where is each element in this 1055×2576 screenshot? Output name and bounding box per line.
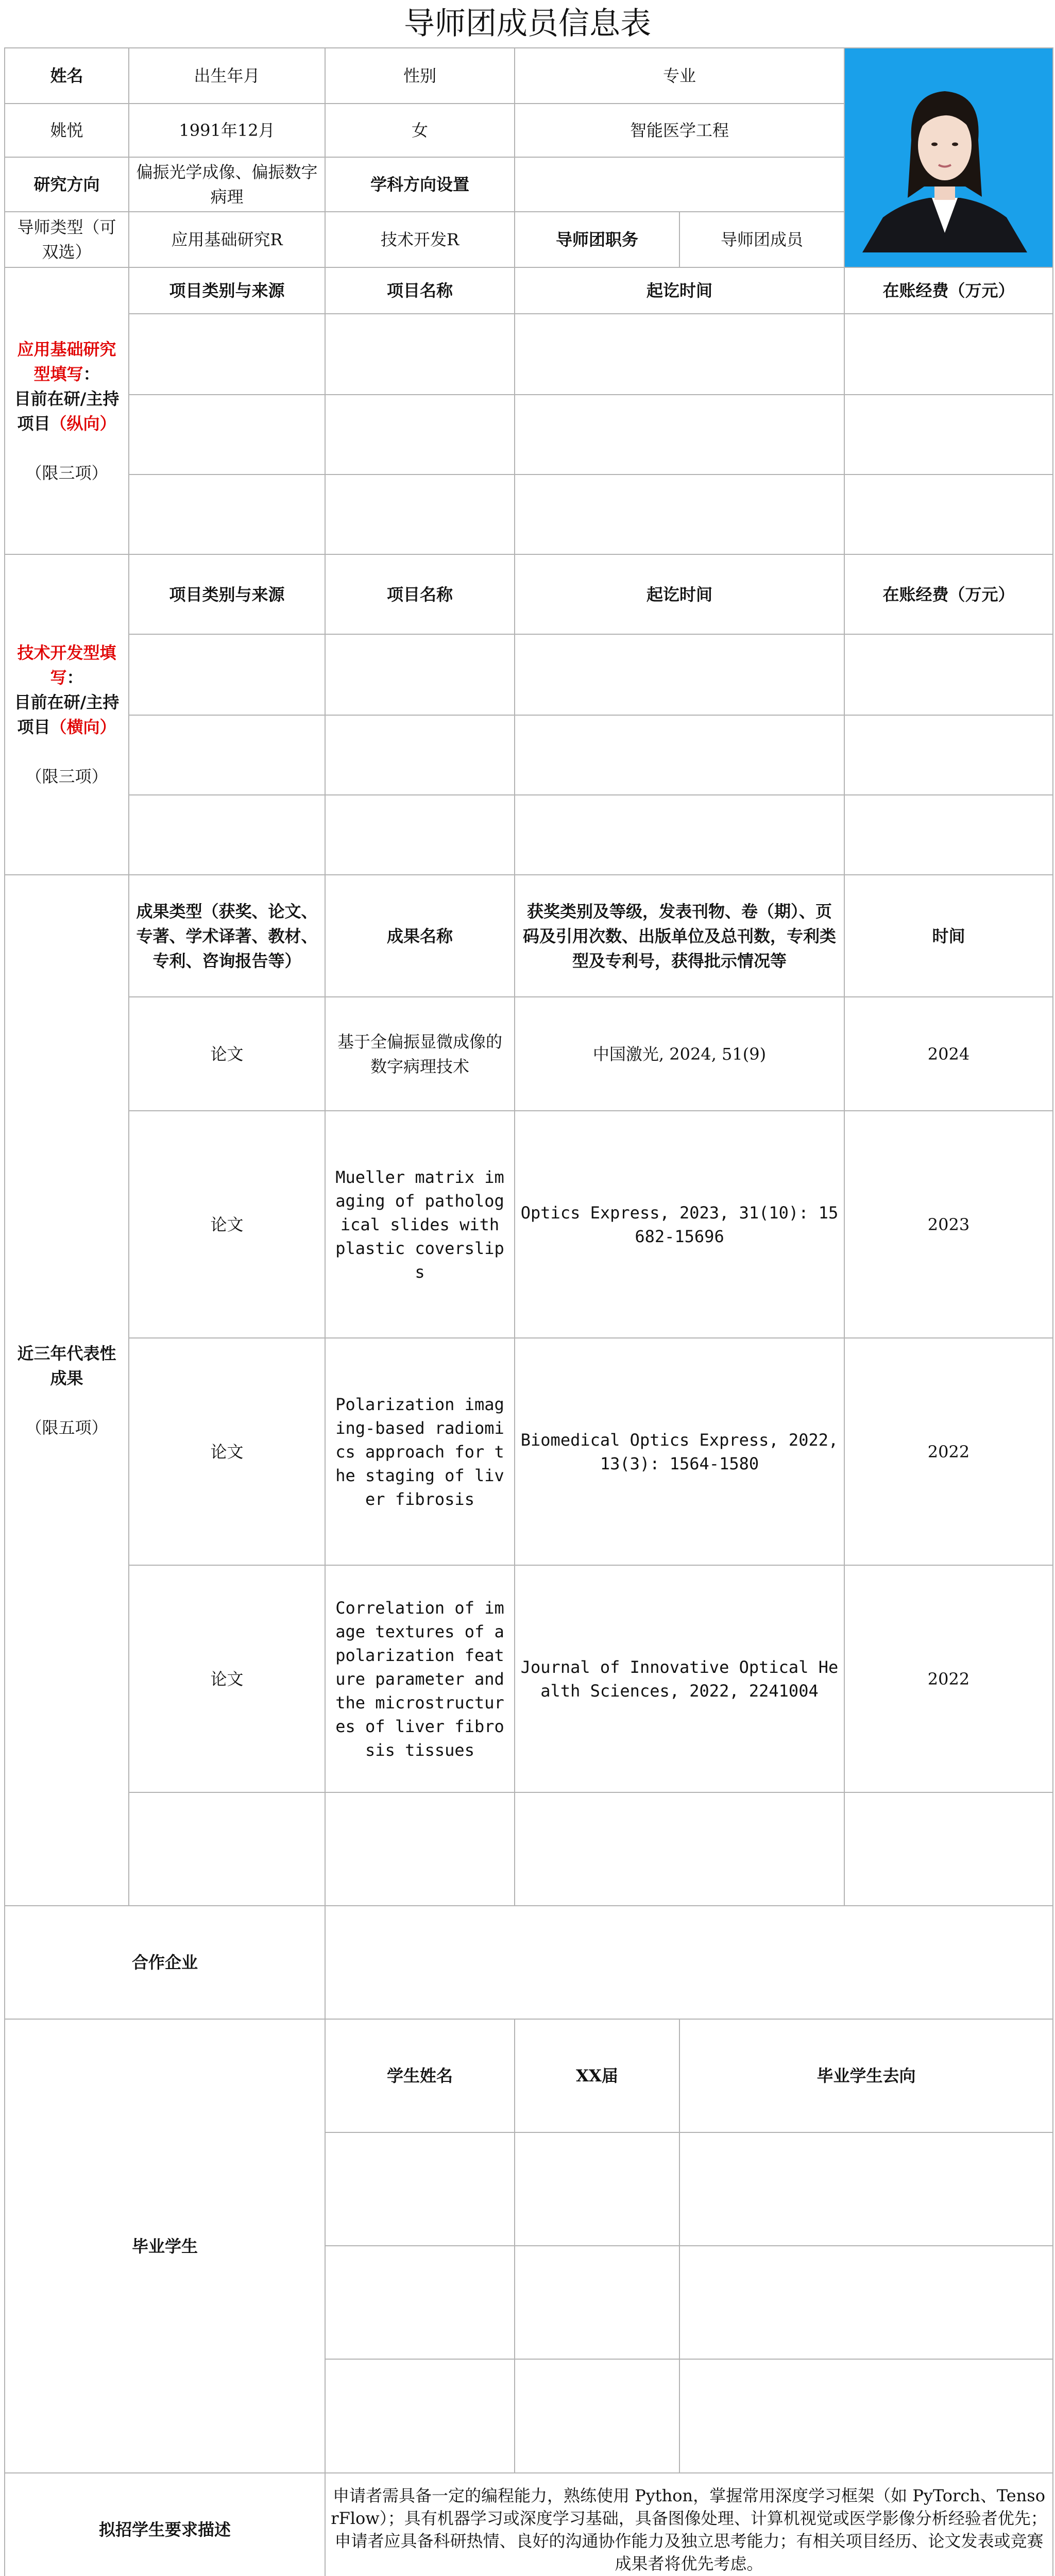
discipline-value	[515, 157, 844, 212]
duty-label: 导师团职务	[515, 212, 679, 267]
cooperation-value	[325, 1906, 1053, 2019]
basic-research-label: 应用基础研究型填写： 目前在研/主持项目（纵向） （限三项）	[5, 267, 129, 554]
table-row: 论文 Correlation of image textures of a polarization feature parameter and the microstructures of liver fibrosis tissues Journal of Innovative Optical Health Sciences, 2022, 2241004 2022	[5, 1565, 1053, 1792]
duty-value: 导师团成员	[679, 212, 844, 267]
tech-dev-label: 技术开发型填写： 目前在研/主持项目（横向） （限三项）	[5, 554, 129, 875]
achv-header-type: 成果类型（获奖、论文、专著、学术译著、教材、专利、咨询报告等）	[129, 875, 325, 997]
name-value: 姚悦	[5, 104, 129, 157]
table-row	[5, 474, 1053, 554]
research-label: 研究方向	[5, 157, 129, 212]
basic-research-type: 应用基础研究型填写	[17, 339, 116, 384]
basic-header-name: 项目名称	[325, 267, 515, 314]
table-row	[5, 634, 1053, 715]
requirements-label: 拟招学生要求描述	[5, 2473, 325, 2576]
tech-dev-type: 技术开发型填写	[17, 643, 116, 687]
page-title: 导师团成员信息表	[404, 6, 651, 42]
portrait-photo	[844, 48, 1053, 267]
tech-header-funding: 在账经费（万元）	[844, 554, 1053, 634]
requirements-text: 申请者需具备一定的编程能力，熟练使用 Python，掌握常用深度学习框架（如 PyTorch、TensorFlow）；具有机器学习或深度学习基础，具备图像处理、计算机视觉或医学影像分析经验者优先；申请者应具备科研热情、良好的沟通协作能力及独立思考能力；有相关项目经历、论文发表或竞赛成果者将优先考虑。	[325, 2473, 1053, 2576]
tech-header-name: 项目名称	[325, 554, 515, 634]
birth-value: 1991年12月	[129, 104, 325, 157]
gender-value: 女	[325, 104, 515, 157]
birth-label: 出生年月	[129, 48, 325, 104]
mentor-type-2: 技术开发R	[325, 212, 515, 267]
table-row	[5, 395, 1053, 474]
gender-label: 性别	[325, 48, 515, 104]
table-row	[5, 1792, 1053, 1906]
grad-header-class: XX届	[515, 2019, 679, 2132]
table-row	[5, 314, 1053, 395]
table-row: 论文 Polarization imaging-based radiomics approach for the staging of liver fibrosis Biomedical Optics Express, 2022, 13(3): 1564-1580 2022	[5, 1338, 1053, 1565]
research-value: 偏振光学成像、偏振数字病理	[129, 157, 325, 212]
basic-header-category: 项目类别与来源	[129, 267, 325, 314]
cooperation-label: 合作企业	[5, 1906, 325, 2019]
table-row: 论文 Mueller matrix imaging of pathological slides with plastic coverslips Optics Express, 2023, 31(10): 15682-15696 2023	[5, 1111, 1053, 1338]
grad-header-name: 学生姓名	[325, 2019, 515, 2132]
avatar	[847, 63, 1043, 252]
basic-header-funding: 在账经费（万元）	[844, 267, 1053, 314]
table-row	[5, 795, 1053, 875]
achv-header-name: 成果名称	[325, 875, 515, 997]
mentor-type-1: 应用基础研究R	[129, 212, 325, 267]
tech-header-period: 起讫时间	[515, 554, 844, 634]
mentor-type-label: 导师类型（可双选）	[5, 212, 129, 267]
achievements-label: 近三年代表性成果 （限五项）	[5, 875, 129, 1906]
achv-header-detail: 获奖类别及等级，发表刊物、卷（期）、页码及引用次数、出版单位及总刊数，专利类型及专利号，获得批示情况等	[515, 875, 844, 997]
table-row: 论文 基于全偏振显微成像的数字病理技术 中国激光, 2024, 51(9) 2024	[5, 997, 1053, 1111]
graduates-label: 毕业学生	[5, 2019, 325, 2473]
major-value: 智能医学工程	[515, 104, 844, 157]
basic-header-period: 起讫时间	[515, 267, 844, 314]
name-label: 姓名	[5, 48, 129, 104]
achv-header-year: 时间	[844, 875, 1053, 997]
tech-header-category: 项目类别与来源	[129, 554, 325, 634]
discipline-label: 学科方向设置	[325, 157, 515, 212]
table-row	[5, 715, 1053, 795]
info-table	[4, 47, 1053, 2576]
grad-header-destination: 毕业学生去向	[679, 2019, 1053, 2132]
major-label: 专业	[515, 48, 844, 104]
